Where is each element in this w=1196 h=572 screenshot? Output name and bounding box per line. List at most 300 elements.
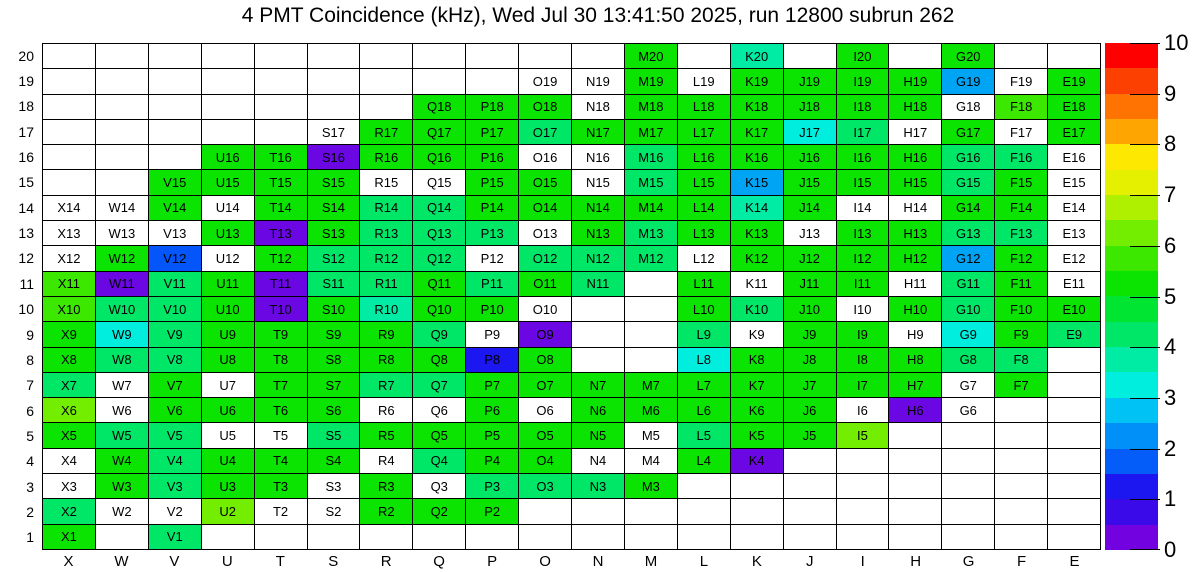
cell-L16: L16 (677, 144, 730, 169)
cell-F13: F13 (994, 220, 1047, 245)
cell-empty (836, 524, 889, 549)
cell-P12: P12 (465, 245, 518, 270)
cell-E10: E10 (1047, 296, 1100, 321)
cell-empty (201, 524, 254, 549)
cell-I6: I6 (836, 397, 889, 422)
cell-V8: V8 (148, 347, 201, 372)
cell-X12: X12 (42, 245, 95, 270)
cell-K7: K7 (730, 372, 783, 397)
cell-F14: F14 (994, 195, 1047, 220)
cell-I14: I14 (836, 195, 889, 220)
cell-W7: W7 (95, 372, 148, 397)
cell-I10: I10 (836, 296, 889, 321)
colorbar-tick (1130, 144, 1160, 145)
cell-U13: U13 (201, 220, 254, 245)
y-tick-label-2: 2 (26, 503, 34, 520)
cell-empty (624, 347, 677, 372)
colorbar-tick (1130, 398, 1160, 399)
cell-E14: E14 (1047, 195, 1100, 220)
x-tick-label-J: J (806, 552, 814, 570)
cell-M4: M4 (624, 448, 677, 473)
cell-R16: R16 (359, 144, 412, 169)
cell-L14: L14 (677, 195, 730, 220)
colorbar-band (1105, 423, 1158, 448)
cell-P14: P14 (465, 195, 518, 220)
cell-G20: G20 (941, 43, 994, 68)
cell-M14: M14 (624, 195, 677, 220)
cell-Q5: Q5 (412, 422, 465, 447)
cell-K13: K13 (730, 220, 783, 245)
cell-O17: O17 (518, 119, 571, 144)
cell-empty (412, 68, 465, 93)
cell-H18: H18 (888, 94, 941, 119)
cell-W13: W13 (95, 220, 148, 245)
y-tick-label-12: 12 (18, 250, 34, 267)
cell-J6: J6 (783, 397, 836, 422)
cell-I20: I20 (836, 43, 889, 68)
plot-title: 4 PMT Coincidence (kHz), Wed Jul 30 13:41:50 2025, run 12800 subrun 262 (241, 4, 955, 27)
y-tick-label-19: 19 (18, 73, 34, 90)
cell-O11: O11 (518, 271, 571, 296)
cell-empty (677, 498, 730, 523)
cell-G9: G9 (941, 321, 994, 346)
y-tick-label-7: 7 (26, 377, 34, 394)
cell-W6: W6 (95, 397, 148, 422)
cell-W4: W4 (95, 448, 148, 473)
cell-W3: W3 (95, 473, 148, 498)
cell-E11: E11 (1047, 271, 1100, 296)
cell-O6: O6 (518, 397, 571, 422)
cell-J14: J14 (783, 195, 836, 220)
cell-empty (941, 448, 994, 473)
colorbar-tick (1130, 297, 1160, 298)
cell-U11: U11 (201, 271, 254, 296)
colorbar-band (1105, 322, 1158, 347)
cell-X6: X6 (42, 397, 95, 422)
cell-empty (42, 169, 95, 194)
cell-K19: K19 (730, 68, 783, 93)
cell-empty (783, 498, 836, 523)
cell-O13: O13 (518, 220, 571, 245)
cell-F19: F19 (994, 68, 1047, 93)
cell-L5: L5 (677, 422, 730, 447)
cell-empty (941, 524, 994, 549)
cell-L11: L11 (677, 271, 730, 296)
cell-K10: K10 (730, 296, 783, 321)
cell-R6: R6 (359, 397, 412, 422)
cell-empty (730, 473, 783, 498)
cell-J9: J9 (783, 321, 836, 346)
cell-E13: E13 (1047, 220, 1100, 245)
colorbar-band (1105, 372, 1158, 397)
cell-L6: L6 (677, 397, 730, 422)
cell-empty (571, 498, 624, 523)
cell-V2: V2 (148, 498, 201, 523)
cell-R15: R15 (359, 169, 412, 194)
cell-T14: T14 (254, 195, 307, 220)
cell-Q11: Q11 (412, 271, 465, 296)
cell-P11: P11 (465, 271, 518, 296)
colorbar-tick-label-9: 9 (1164, 80, 1177, 106)
cell-S3: S3 (307, 473, 360, 498)
cell-V11: V11 (148, 271, 201, 296)
cell-S8: S8 (307, 347, 360, 372)
cell-G14: G14 (941, 195, 994, 220)
cell-R3: R3 (359, 473, 412, 498)
cell-N13: N13 (571, 220, 624, 245)
cell-F12: F12 (994, 245, 1047, 270)
cell-F9: F9 (994, 321, 1047, 346)
cell-empty (201, 94, 254, 119)
cell-empty (783, 448, 836, 473)
cell-F8: F8 (994, 347, 1047, 372)
cell-F15: F15 (994, 169, 1047, 194)
cell-empty (1047, 448, 1100, 473)
cell-empty (571, 43, 624, 68)
cell-R9: R9 (359, 321, 412, 346)
cell-V4: V4 (148, 448, 201, 473)
cell-S6: S6 (307, 397, 360, 422)
cell-empty (1047, 473, 1100, 498)
cell-T5: T5 (254, 422, 307, 447)
cell-K6: K6 (730, 397, 783, 422)
colorbar-tick-label-6: 6 (1164, 232, 1177, 258)
y-tick-label-20: 20 (18, 47, 34, 64)
cell-empty (307, 94, 360, 119)
cell-I9: I9 (836, 321, 889, 346)
cell-U14: U14 (201, 195, 254, 220)
cell-I8: I8 (836, 347, 889, 372)
cell-empty (888, 422, 941, 447)
cell-H13: H13 (888, 220, 941, 245)
colorbar-tick (1130, 94, 1160, 95)
cell-J8: J8 (783, 347, 836, 372)
cell-R14: R14 (359, 195, 412, 220)
cell-X2: X2 (42, 498, 95, 523)
cell-N12: N12 (571, 245, 624, 270)
cell-V5: V5 (148, 422, 201, 447)
cell-V1: V1 (148, 524, 201, 549)
cell-empty (1047, 498, 1100, 523)
cell-W14: W14 (95, 195, 148, 220)
colorbar-band (1105, 195, 1158, 220)
cell-V14: V14 (148, 195, 201, 220)
cell-J13: J13 (783, 220, 836, 245)
colorbar-tick (1130, 246, 1160, 247)
x-tick-label-O: O (539, 552, 551, 570)
cell-N17: N17 (571, 119, 624, 144)
cell-empty (994, 473, 1047, 498)
cell-T15: T15 (254, 169, 307, 194)
cell-R17: R17 (359, 119, 412, 144)
cell-L4: L4 (677, 448, 730, 473)
cell-H10: H10 (888, 296, 941, 321)
cell-F18: F18 (994, 94, 1047, 119)
cell-I5: I5 (836, 422, 889, 447)
cell-I7: I7 (836, 372, 889, 397)
cell-empty (359, 43, 412, 68)
cell-U10: U10 (201, 296, 254, 321)
cell-P16: P16 (465, 144, 518, 169)
colorbar-band (1105, 68, 1158, 93)
colorbar-tick-label-0: 0 (1164, 537, 1177, 562)
colorbar-tick (1130, 195, 1160, 196)
cell-empty (465, 524, 518, 549)
cell-Q4: Q4 (412, 448, 465, 473)
cell-M17: M17 (624, 119, 677, 144)
cell-V3: V3 (148, 473, 201, 498)
y-tick-label-6: 6 (26, 402, 34, 419)
colorbar-band (1105, 246, 1158, 271)
cell-E19: E19 (1047, 68, 1100, 93)
y-tick-label-18: 18 (18, 98, 34, 115)
cell-O8: O8 (518, 347, 571, 372)
cell-S10: S10 (307, 296, 360, 321)
cell-R8: R8 (359, 347, 412, 372)
cell-empty (254, 94, 307, 119)
cell-S16: S16 (307, 144, 360, 169)
x-tick-label-V: V (169, 552, 180, 570)
cell-N16: N16 (571, 144, 624, 169)
cell-U3: U3 (201, 473, 254, 498)
cell-X3: X3 (42, 473, 95, 498)
cell-P5: P5 (465, 422, 518, 447)
cell-T13: T13 (254, 220, 307, 245)
cell-empty (95, 119, 148, 144)
colorbar-band (1105, 144, 1158, 169)
cell-T12: T12 (254, 245, 307, 270)
cell-L13: L13 (677, 220, 730, 245)
cell-O16: O16 (518, 144, 571, 169)
cell-empty (465, 43, 518, 68)
cell-empty (254, 68, 307, 93)
cell-V10: V10 (148, 296, 201, 321)
cell-empty (888, 473, 941, 498)
cell-E17: E17 (1047, 119, 1100, 144)
cell-empty (148, 144, 201, 169)
cell-empty (95, 144, 148, 169)
colorbar-tick (1130, 499, 1160, 500)
cell-S12: S12 (307, 245, 360, 270)
cell-V13: V13 (148, 220, 201, 245)
cell-N15: N15 (571, 169, 624, 194)
cell-empty (624, 296, 677, 321)
cell-W11: W11 (95, 271, 148, 296)
colorbar-band (1105, 296, 1158, 321)
cell-empty (95, 43, 148, 68)
y-tick-label-1: 1 (26, 529, 34, 546)
cell-empty (95, 524, 148, 549)
cell-empty (254, 43, 307, 68)
cell-I11: I11 (836, 271, 889, 296)
cell-E18: E18 (1047, 94, 1100, 119)
cell-J19: J19 (783, 68, 836, 93)
x-tick-label-P: P (487, 552, 498, 570)
cell-T8: T8 (254, 347, 307, 372)
cell-L10: L10 (677, 296, 730, 321)
x-tick-label-K: K (751, 552, 762, 570)
y-tick-label-13: 13 (18, 225, 34, 242)
cell-empty (254, 524, 307, 549)
cell-O15: O15 (518, 169, 571, 194)
cell-R11: R11 (359, 271, 412, 296)
cell-F16: F16 (994, 144, 1047, 169)
cell-R2: R2 (359, 498, 412, 523)
heatmap-grid (42, 43, 1101, 550)
cell-S17: S17 (307, 119, 360, 144)
x-tick-label-Q: Q (433, 552, 445, 570)
cell-I12: I12 (836, 245, 889, 270)
cell-G15: G15 (941, 169, 994, 194)
cell-empty (571, 347, 624, 372)
cell-O7: O7 (518, 372, 571, 397)
colorbar-band (1105, 271, 1158, 296)
cell-Q3: Q3 (412, 473, 465, 498)
cell-empty (465, 68, 518, 93)
cell-K12: K12 (730, 245, 783, 270)
colorbar-tick (1130, 449, 1160, 450)
cell-empty (783, 524, 836, 549)
cell-Q13: Q13 (412, 220, 465, 245)
cell-K16: K16 (730, 144, 783, 169)
cell-empty (994, 397, 1047, 422)
cell-empty (148, 68, 201, 93)
cell-V7: V7 (148, 372, 201, 397)
cell-empty (42, 144, 95, 169)
cell-S15: S15 (307, 169, 360, 194)
cell-empty (1047, 397, 1100, 422)
cell-T3: T3 (254, 473, 307, 498)
cell-O4: O4 (518, 448, 571, 473)
cell-J15: J15 (783, 169, 836, 194)
cell-empty (730, 498, 783, 523)
cell-U2: U2 (201, 498, 254, 523)
cell-P18: P18 (465, 94, 518, 119)
cell-L19: L19 (677, 68, 730, 93)
cell-empty (359, 68, 412, 93)
cell-U12: U12 (201, 245, 254, 270)
cell-G10: G10 (941, 296, 994, 321)
cell-empty (307, 524, 360, 549)
cell-J18: J18 (783, 94, 836, 119)
cell-Q12: Q12 (412, 245, 465, 270)
cell-G6: G6 (941, 397, 994, 422)
cell-W2: W2 (95, 498, 148, 523)
cell-K20: K20 (730, 43, 783, 68)
x-tick-label-F: F (1017, 552, 1027, 570)
cell-empty (148, 119, 201, 144)
cell-W8: W8 (95, 347, 148, 372)
cell-J17: J17 (783, 119, 836, 144)
cell-empty (624, 524, 677, 549)
cell-empty (307, 68, 360, 93)
cell-T7: T7 (254, 372, 307, 397)
cell-U15: U15 (201, 169, 254, 194)
cell-G17: G17 (941, 119, 994, 144)
cell-F7: F7 (994, 372, 1047, 397)
cell-P4: P4 (465, 448, 518, 473)
cell-empty (994, 43, 1047, 68)
cell-G16: G16 (941, 144, 994, 169)
cell-O18: O18 (518, 94, 571, 119)
cell-O14: O14 (518, 195, 571, 220)
colorbar-band (1105, 398, 1158, 423)
x-tick-label-T: T (275, 552, 285, 570)
cell-H6: H6 (888, 397, 941, 422)
cell-R13: R13 (359, 220, 412, 245)
cell-T10: T10 (254, 296, 307, 321)
cell-I15: I15 (836, 169, 889, 194)
cell-X7: X7 (42, 372, 95, 397)
cell-H11: H11 (888, 271, 941, 296)
colorbar-band (1105, 94, 1158, 119)
cell-empty (359, 524, 412, 549)
cell-O10: O10 (518, 296, 571, 321)
y-tick-label-10: 10 (18, 301, 34, 318)
cell-L17: L17 (677, 119, 730, 144)
cell-L15: L15 (677, 169, 730, 194)
cell-empty (941, 422, 994, 447)
colorbar-band (1105, 449, 1158, 474)
cell-K4: K4 (730, 448, 783, 473)
cell-T16: T16 (254, 144, 307, 169)
cell-F11: F11 (994, 271, 1047, 296)
cell-empty (307, 43, 360, 68)
cell-empty (1047, 372, 1100, 397)
x-tick-label-M: M (644, 552, 658, 570)
cell-W10: W10 (95, 296, 148, 321)
cell-H14: H14 (888, 195, 941, 220)
colorbar-band (1105, 119, 1158, 144)
colorbar-tick (1130, 549, 1160, 550)
cell-U7: U7 (201, 372, 254, 397)
cell-Q8: Q8 (412, 347, 465, 372)
cell-J12: J12 (783, 245, 836, 270)
cell-empty (42, 68, 95, 93)
colorbar-band (1105, 43, 1158, 68)
cell-empty (994, 422, 1047, 447)
cell-S5: S5 (307, 422, 360, 447)
cell-K17: K17 (730, 119, 783, 144)
cell-J5: J5 (783, 422, 836, 447)
cell-Q9: Q9 (412, 321, 465, 346)
cell-F10: F10 (994, 296, 1047, 321)
cell-P6: P6 (465, 397, 518, 422)
cell-N4: N4 (571, 448, 624, 473)
x-tick-label-H: H (910, 552, 922, 570)
cell-K14: K14 (730, 195, 783, 220)
x-tick-label-W: W (114, 552, 129, 570)
cell-G12: G12 (941, 245, 994, 270)
cell-K11: K11 (730, 271, 783, 296)
y-tick-label-11: 11 (19, 275, 34, 292)
cell-O19: O19 (518, 68, 571, 93)
cell-X4: X4 (42, 448, 95, 473)
colorbar-tick-label-10: 10 (1164, 30, 1189, 55)
cell-V6: V6 (148, 397, 201, 422)
cell-G8: G8 (941, 347, 994, 372)
cell-I17: I17 (836, 119, 889, 144)
cell-empty (254, 119, 307, 144)
y-tick-label-17: 17 (18, 123, 34, 140)
cell-N5: N5 (571, 422, 624, 447)
cell-X10: X10 (42, 296, 95, 321)
cell-T11: T11 (254, 271, 307, 296)
x-tick-label-U: U (221, 552, 233, 570)
cell-Q7: Q7 (412, 372, 465, 397)
cell-T6: T6 (254, 397, 307, 422)
colorbar-band (1105, 474, 1158, 499)
